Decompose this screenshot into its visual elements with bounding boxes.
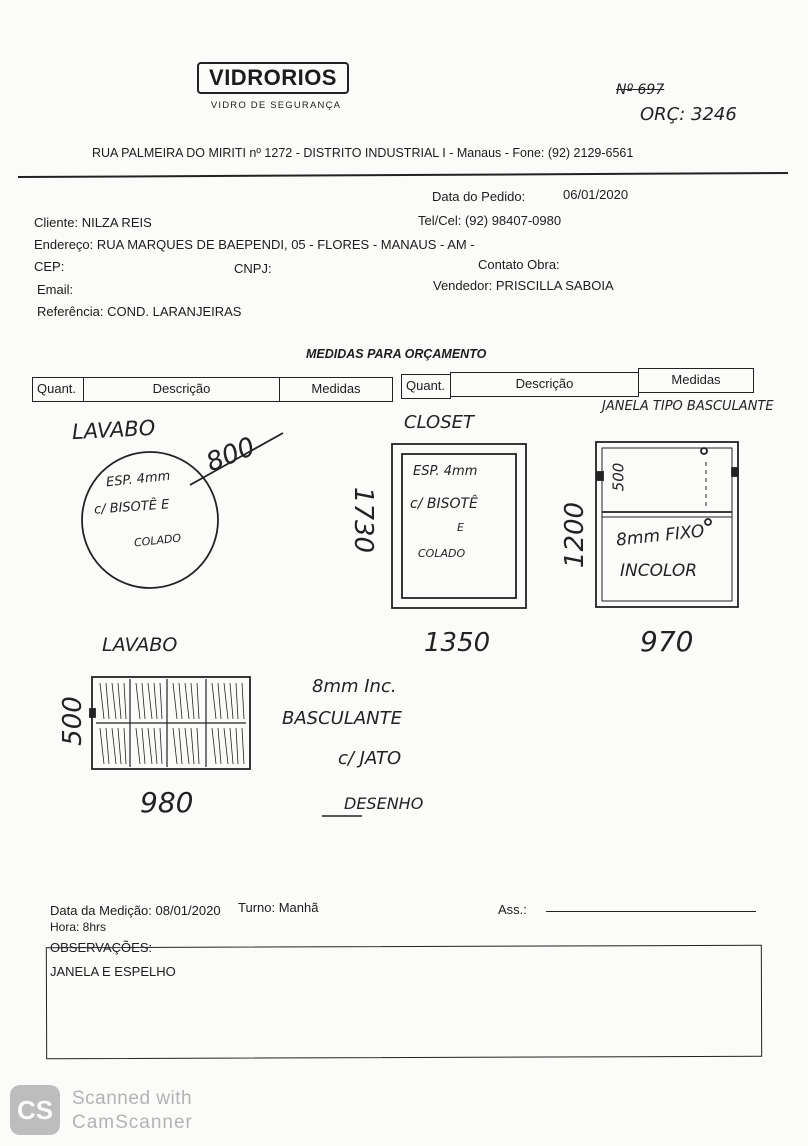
- shift: Turno: Manhã: [238, 900, 319, 915]
- basc-note-1: 8mm Inc.: [312, 676, 397, 697]
- window-width: 970: [640, 625, 694, 658]
- mirror2-title: CLOSET: [404, 412, 475, 433]
- mirror2-note-3: E: [457, 521, 464, 534]
- document-number: Nº 697: [616, 82, 665, 98]
- company-tagline: VIDRO DE SEGURANÇA: [210, 100, 342, 111]
- window-pivot-top: [701, 448, 707, 454]
- seller-name: Vendedor: PRISCILLA SABOIA: [433, 278, 614, 293]
- mirror1-title: LAVABO: [71, 415, 156, 445]
- mirror2-note-1: ESP. 4mm: [413, 464, 478, 479]
- mirror2-width: 1350: [424, 628, 491, 658]
- mirror2-height: 1730: [348, 486, 379, 554]
- contact-label: Contato Obra:: [478, 257, 560, 272]
- basc-note-4: DESENHO: [344, 794, 424, 813]
- client-address: Endereço: RUA MARQUES DE BAEPENDI, 05 - FLORES - MANAUS - AM -: [34, 237, 475, 252]
- observations-text: JANELA E ESPELHO: [50, 964, 176, 979]
- email-label: Email:: [37, 282, 74, 297]
- basc-note-2: BASCULANTE: [282, 708, 403, 729]
- window-hinge-left: [597, 472, 603, 480]
- window-top-height: 500: [609, 462, 628, 492]
- mirror2-note-2: c/ BISOTÊ: [410, 496, 478, 512]
- client-phone: Tel/Cel: (92) 98407-0980: [418, 213, 562, 228]
- mirror1-note-3: COLADO: [133, 531, 182, 550]
- observations-label: OBSERVAÇÕES:: [50, 940, 153, 955]
- col-medidas-left: Medidas: [279, 377, 393, 402]
- basculante-handle: [90, 709, 95, 717]
- window-pivot-bottom: [705, 519, 711, 525]
- signature-line: [546, 911, 756, 912]
- company-logo: VIDRORIOS: [209, 65, 337, 90]
- signature-label: Ass.:: [498, 902, 527, 917]
- order-date-value: 06/01/2020: [563, 187, 629, 202]
- col-medidas-right: Medidas: [638, 368, 754, 393]
- reference: Referência: COND. LARANJEIRAS: [37, 304, 242, 319]
- window-title: JANELA TIPO BASCULANTE: [602, 399, 774, 414]
- hour: Hora: 8hrs: [50, 920, 107, 934]
- window-note-1: 8mm FIXO: [615, 521, 706, 551]
- measure-date: Data da Medição: 08/01/2020: [50, 903, 221, 918]
- mirror1-dimension: 800: [202, 431, 260, 479]
- basc-note-3: c/ JATO: [338, 748, 402, 769]
- watermark-line-2: CamScanner: [72, 1112, 193, 1133]
- company-address: RUA PALMEIRA DO MIRITI nº 1272 - DISTRITO INDUSTRIAL I - Manaus - Fone: (92) 2129-6561: [92, 146, 634, 160]
- measure-section-title: MEDIDAS PARA ORÇAMENTO: [306, 347, 487, 361]
- mirror1-note-2: c/ BISOTÊ E: [93, 497, 170, 518]
- basc-height: 500: [57, 696, 88, 746]
- basc-width: 980: [140, 786, 194, 819]
- camscanner-logo: CS: [10, 1085, 60, 1135]
- col-quant-left: Quant.: [32, 377, 84, 402]
- window-note-2: INCOLOR: [620, 561, 698, 581]
- client-name: Cliente: NILZA REIS: [34, 215, 152, 230]
- mirror2-note-4: COLADO: [418, 547, 466, 560]
- order-date-label: Data do Pedido:: [432, 189, 526, 204]
- col-desc-left: Descrição: [83, 377, 280, 402]
- order-number: ORÇ: 3246: [640, 104, 737, 125]
- cep-label: CEP:: [34, 259, 65, 274]
- watermark-line-1: Scanned with: [72, 1088, 193, 1109]
- basc-title: LAVABO: [102, 634, 178, 656]
- mirror1-note-1: ESP. 4mm: [105, 468, 171, 491]
- cnpj-label: CNPJ:: [234, 261, 272, 276]
- col-desc-right: Descrição: [450, 372, 639, 397]
- window-hinge-right: [732, 468, 738, 476]
- observations-box: [46, 945, 762, 1059]
- col-quant-right: Quant.: [401, 374, 451, 399]
- window-height: 1200: [560, 501, 591, 569]
